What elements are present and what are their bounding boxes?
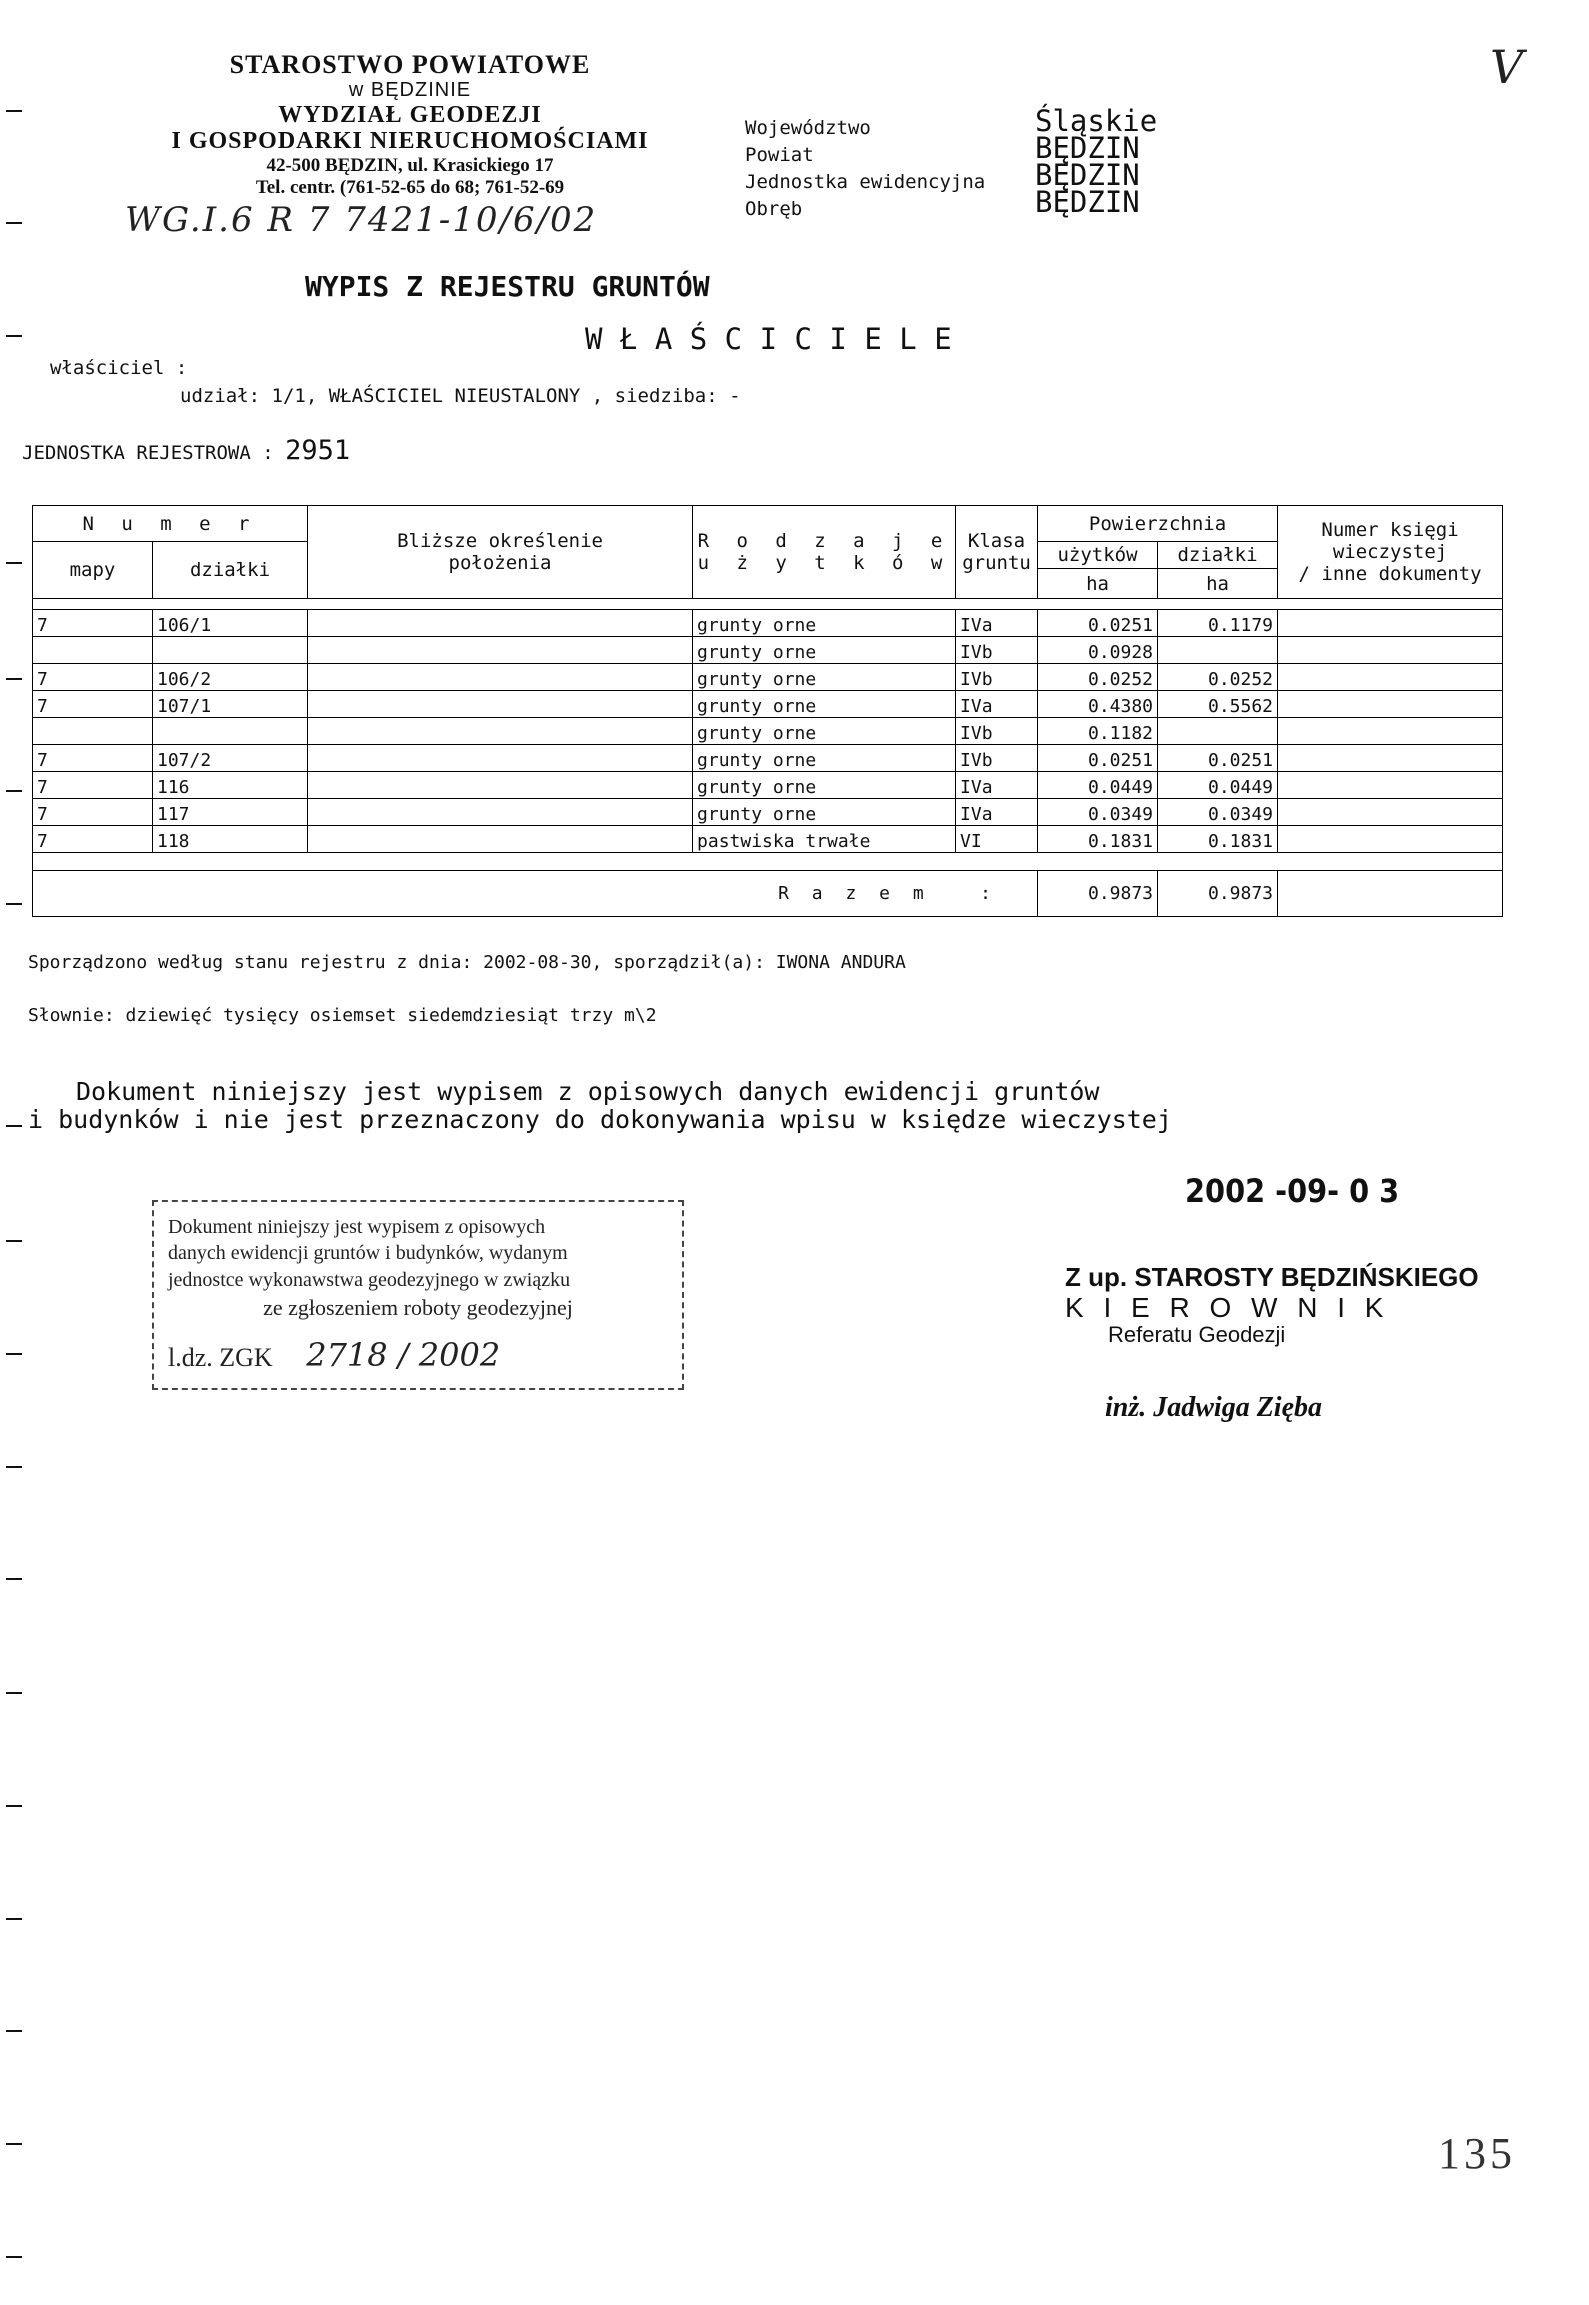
cell-area-use: 0.0251 [1038,610,1158,637]
county-value: BĘDZIN [1035,131,1140,165]
cell-location [308,745,693,772]
cell-area-plot: 0.0449 [1158,772,1278,799]
margin-mark [6,222,22,224]
office-phone: Tel. centr. (761-52-65 do 68; 761-52-69 [255,176,565,198]
office-header-stamp [150,50,670,198]
table-row [33,691,1503,718]
prepared-by-line: Sporządzono według stanu rejestru z dnia: 2002-08-30, sporządził(a): IWONA ANDURA [28,952,906,973]
precinct-label: Obręb [745,198,803,220]
total-row [33,871,1503,917]
signature-date: 2002 -09- 0 3 [1185,1172,1400,1210]
cell-class: IVa [956,799,1038,826]
cell-mapy: 7 [33,772,153,799]
cell-location [308,826,693,853]
cell-class: IVa [956,610,1038,637]
stamp-line3: jednostce wykonawstwa geodezyjnego w związku [168,1268,571,1291]
office-address: 42-500 BĘDZIN, ul. Krasickiego 17 [266,155,554,177]
cell-area-use: 0.0252 [1038,664,1158,691]
cell-area-plot: 0.0349 [1158,799,1278,826]
cell-land-book [1278,799,1503,826]
notice-line2: i budynków i nie jest przeznaczony do dokonywania wpisu w księdze wieczystej [28,1105,1172,1134]
total-land-book [1278,871,1503,917]
total-area-plot: 0.9873 [1158,871,1278,917]
total-area-use: 0.9873 [1038,871,1158,917]
stamp-line1: Dokument niniejszy jest wypisem z opisowych [168,1216,546,1238]
cell-usage: pastwiska trwałe [693,826,956,853]
margin-mark [6,562,22,564]
voivodeship-label: Województwo [745,117,871,139]
location-values [1035,104,1158,219]
office-department-line1: WYDZIAŁ GEODEZJI [278,101,542,128]
cell-usage: grunty orne [693,772,956,799]
margin-mark [6,110,22,112]
registry-unit-label: Jednostka ewidencyjna [745,171,986,193]
header-usage-line1: R o d z a j e [697,530,951,552]
cell-usage: grunty orne [693,637,956,664]
stamp-ldz-label: l.dz. ZGK [168,1343,273,1373]
page-title: WYPIS Z REJESTRU GRUNTÓW [305,270,710,303]
table-row [33,610,1503,637]
margin-mark [6,1125,22,1127]
registry-unit-number: 2951 [285,435,351,466]
cell-dzialki: 107/1 [153,691,308,718]
signature-line1: Z up. STAROSTY BĘDZIŃSKIEGO [1065,1262,1479,1292]
office-city: w BĘDZINIE [348,79,472,102]
header-area-dzialki: działki [1158,542,1278,569]
cell-land-book [1278,745,1503,772]
stamp-line2: danych ewidencji gruntów i budynków, wydanym [168,1242,568,1265]
header-unit-ha: ha [1158,569,1278,599]
cell-class: IVb [956,718,1038,745]
cell-class: IVb [956,637,1038,664]
header-book-line1: Numer księgi [1321,519,1459,541]
owner-label: właściciel : [50,357,188,379]
cell-usage: grunty orne [693,745,956,772]
table-row [33,772,1503,799]
margin-mark [6,1466,22,1468]
cell-location [308,664,693,691]
cell-mapy: 7 [33,664,153,691]
cell-dzialki: 106/2 [153,664,308,691]
cell-land-book [1278,772,1503,799]
header-numer: N u m e r [33,506,308,542]
notice-line1: Dokument niniejszy jest wypisem z opisowych danych ewidencji gruntów [76,1077,1100,1106]
margin-mark [6,1578,22,1580]
header-class [956,506,1038,599]
cell-dzialki [153,637,308,664]
header-mapy: mapy [33,542,153,599]
margin-mark [6,1353,22,1355]
cell-area-use: 0.0928 [1038,637,1158,664]
office-department-line2: I GOSPODARKI NIERUCHOMOŚCIAMI [171,128,649,155]
cell-dzialki [153,718,308,745]
cell-dzialki: 116 [153,772,308,799]
signature-line3: Referatu Geodezji [1108,1322,1286,1347]
table-row [33,718,1503,745]
registry-unit-line [22,435,350,466]
cell-area-plot: 0.1179 [1158,610,1278,637]
cell-location [308,637,693,664]
cell-land-book [1278,718,1503,745]
header-location-line1: Bliższe określenie [397,530,603,552]
disclaimer-notice [28,1078,1172,1134]
header-book-line3: / inne dokumenty [1298,563,1482,585]
table-spacer [33,853,1503,871]
header-location-line2: położenia [448,552,552,574]
margin-mark [6,335,22,337]
header-dzialki: działki [153,542,308,599]
cell-dzialki: 117 [153,799,308,826]
signatory-name: inż. Jadwiga Zięba [1105,1392,1323,1423]
header-usage [693,506,956,599]
cell-land-book [1278,664,1503,691]
total-label: R a z e m : [33,871,1038,917]
cell-land-book [1278,610,1503,637]
cell-class: IVb [956,664,1038,691]
stamp-ldz-value: 2718 / 2002 [306,1336,501,1375]
office-name: STAROSTWO POWIATOWE [229,50,591,79]
cell-land-book [1278,637,1503,664]
header-area: Powierzchnia [1038,506,1278,542]
table-row [33,637,1503,664]
header-location [308,506,693,599]
cell-dzialki: 107/2 [153,745,308,772]
cell-area-use: 0.4380 [1038,691,1158,718]
county-label: Powiat [745,144,814,166]
cell-class: VI [956,826,1038,853]
cell-class: IVa [956,772,1038,799]
check-mark: V [1490,40,1524,94]
cell-location [308,691,693,718]
cell-mapy [33,718,153,745]
cell-land-book [1278,826,1503,853]
cell-mapy: 7 [33,745,153,772]
cell-area-plot [1158,637,1278,664]
registry-unit-label-text: JEDNOSTKA REJESTROWA : [22,442,274,464]
area-in-words: Słownie: dziewięć tysięcy osiemset siedemdziesiąt trzy m\2 [28,1005,657,1026]
registry-unit-value: BĘDZIN [1035,158,1140,192]
cell-usage: grunty orne [693,799,956,826]
header-book-line2: wieczystej [1332,541,1448,563]
header-unit-ha: ha [1038,569,1158,599]
table-row [33,745,1503,772]
cell-area-plot: 0.0252 [1158,664,1278,691]
owner-share-line: udział: 1/1, WŁAŚCICIEL NIEUSTALONY , siedziba: - [180,385,741,407]
cell-usage: grunty orne [693,610,956,637]
cell-usage: grunty orne [693,718,956,745]
margin-mark [6,2030,22,2032]
page-number: 135 [1438,2129,1516,2178]
stamp-ldz [168,1334,668,1376]
cell-area-use: 0.0251 [1038,745,1158,772]
margin-mark [6,903,22,905]
cell-area-use: 0.1831 [1038,826,1158,853]
cell-usage: grunty orne [693,664,956,691]
owners-heading: W Ł A Ś C I C I E L E [585,322,952,356]
margin-mark [6,790,22,792]
register-table [32,505,1503,917]
voivodeship-value: Śląskie [1035,104,1158,138]
cell-location [308,610,693,637]
cell-area-use: 0.1182 [1038,718,1158,745]
margin-mark [6,1805,22,1807]
header-class-line2: gruntu [962,552,1031,574]
cell-location [308,799,693,826]
geodetic-work-stamp [152,1200,684,1390]
cell-mapy: 7 [33,610,153,637]
cell-location [308,772,693,799]
header-usage-line2: u ż y t k ó w [697,552,951,574]
cell-area-plot: 0.0251 [1158,745,1278,772]
cell-mapy: 7 [33,691,153,718]
stamp-line4: ze zgłoszeniem roboty geodezyjnej [263,1295,573,1321]
cell-area-plot: 0.1831 [1158,826,1278,853]
cell-usage: grunty orne [693,691,956,718]
cell-area-use: 0.0349 [1038,799,1158,826]
margin-mark [6,678,22,680]
header-class-line1: Klasa [967,530,1026,552]
table-row [33,826,1503,853]
precinct-value: BĘDZIN [1035,185,1140,219]
signature-line2: K I E R O W N I K [1065,1292,1390,1323]
cell-dzialki: 118 [153,826,308,853]
margin-mark [6,1692,22,1694]
table-spacer [33,599,1503,610]
handwritten-reference: WG.I.6 R 7 7421-10/6/02 [125,200,598,240]
margin-mark [6,1240,22,1242]
cell-land-book [1278,691,1503,718]
cell-area-plot: 0.5562 [1158,691,1278,718]
table-row [33,664,1503,691]
location-labels [745,115,985,223]
cell-location [308,718,693,745]
cell-area-plot [1158,718,1278,745]
cell-mapy: 7 [33,799,153,826]
margin-mark [6,2256,22,2258]
margin-mark [6,2143,22,2145]
cell-dzialki: 106/1 [153,610,308,637]
table-row [33,799,1503,826]
cell-class: IVa [956,691,1038,718]
cell-mapy [33,637,153,664]
cell-mapy: 7 [33,826,153,853]
header-area-uzytkow: użytków [1038,542,1158,569]
cell-area-use: 0.0449 [1038,772,1158,799]
margin-mark [6,1918,22,1920]
cell-class: IVb [956,745,1038,772]
header-land-book [1278,506,1503,599]
